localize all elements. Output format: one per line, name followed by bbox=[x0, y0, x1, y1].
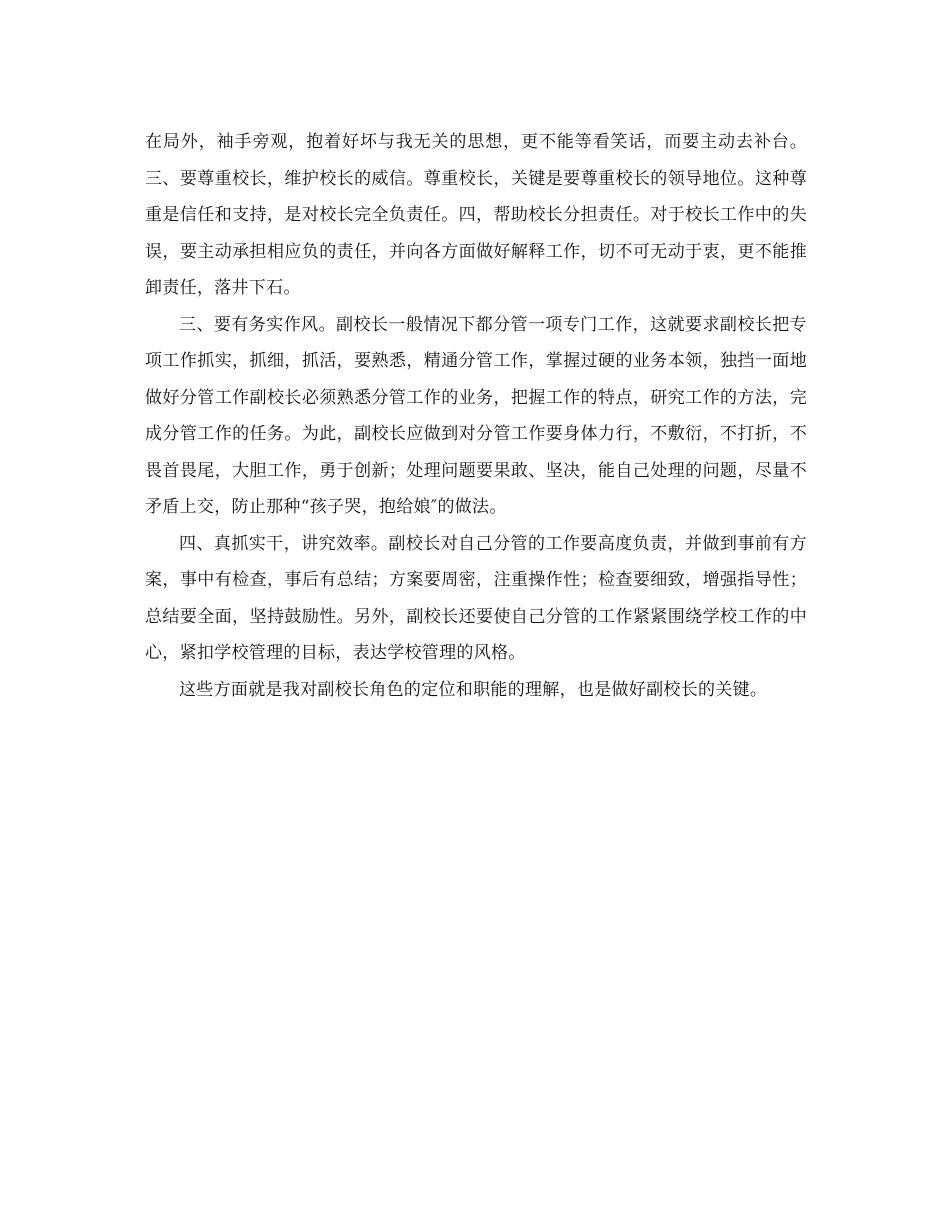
paragraph-conclusion: 这些方面就是我对副校长角色的定位和职能的理解，也是做好副校长的关键。 bbox=[179, 679, 768, 700]
paragraph-practical-style: 三、要有务实作风。副校长一般情况下都分管一项专门工作，这就要求副校长把专项工作抓实，抓细，抓活，要熟悉，精通分管工作，掌握过硬的业务本领，独挡一面地做好分管工作副校长必须熟悉分管工作的业务，把握工作的特点，研究工作的方法，完成分管工作的任务。为此，副校长应做到对分管工作要身体力行，不敷衍，不打折，不畏首畏尾，大胆工作，勇于创新；处理问题要果敢、坚决，能自己处理的问题，尽量不矛盾上交，防止那种“孩子哭，抱给娘″的做法。 bbox=[145, 314, 807, 517]
document-body bbox=[145, 124, 807, 708]
paragraph-efficiency: 四、真抓实干，讲究效率。副校长对自己分管的工作要高度负责，并做到事前有方案，事中有检查，事后有总结；方案要周密，注重操作性；检查要细致，增强指导性；总结要全面，坚持鼓励性。另外，副校长还要使自己分管的工作紧紧围绕学校工作的中心，紧扣学校管理的目标，表达学校管理的风格。 bbox=[145, 533, 807, 663]
paragraph-continuation: 在局外，袖手旁观，抱着好坏与我无关的思想，更不能等看笑话，而要主动去补台。三、要尊重校长，维护校长的威信。尊重校长，关键是要尊重校长的领导地位。这种尊重是信任和支持，是对校长完全负责任。四，帮助校长分担责任。对于校长工作中的失误，要主动承担相应负的责任，并向各方面做好解释工作，切不可无动于衷，更不能推卸责任，落井下石。 bbox=[145, 132, 807, 298]
